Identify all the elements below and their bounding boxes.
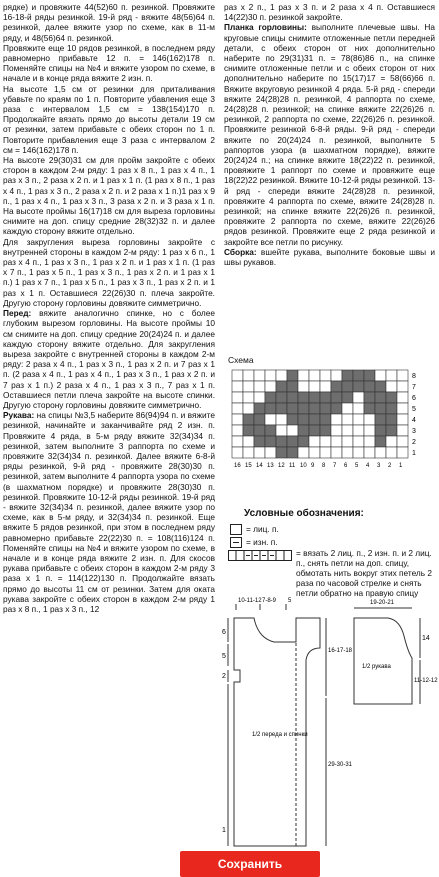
chart-cell-pattern (320, 392, 331, 403)
pattern-label: 16-17-18 (328, 648, 353, 654)
legend-title: Условные обозначения: (244, 508, 364, 519)
chart-cell-pattern (375, 414, 386, 425)
chart-row-number: 3 (412, 428, 416, 435)
chart-cell-knit (386, 436, 397, 447)
chart-col-number: 4 (366, 463, 370, 469)
chart-cell-knit (397, 425, 408, 436)
chart-cell-knit (265, 370, 276, 381)
paragraph-assembly (224, 247, 435, 267)
chart-cell-knit (265, 414, 276, 425)
chart-cell-pattern (287, 403, 298, 414)
section-heading-sleeves: Рукава: (3, 410, 35, 421)
chart-cell-pattern (331, 392, 342, 403)
chart-cell-pattern (254, 414, 265, 425)
chart-cell-knit (254, 447, 265, 458)
chart-cell-knit (320, 447, 331, 458)
chart-cell-pattern (364, 381, 375, 392)
pattern-label: 5 (222, 653, 226, 660)
chart-cell-pattern (276, 447, 287, 458)
chart-cell-pattern (298, 425, 309, 436)
paragraph: Для закругления выреза горловины закройте с внутренней стороны в каждом 2-м ряду: 1 раз x 6 п., 1 раз x 4 п., 1 раз x 3 п., 1 раз x 2 п. и 1 раз x 1 п. (1 раз x 7 п., 1 раз x 5 п., 1 раз x 3 п., 1 раз x 2 п. и 1 раз x 1 п.) 1 раз x 7 п., 1 раз x 5 п., 1 раз x 3 п., 1 раз x 2 п. и 1 раз x 1 п. Оставшиеся 22(26)30 п. плеча закройте. Другую сторону горловины довяжите симметрично. (3, 236, 215, 308)
chart-cell-pattern (331, 381, 342, 392)
chart-row-number: 4 (412, 417, 416, 424)
chart-cell-pattern (331, 403, 342, 414)
chart-cell-knit (353, 392, 364, 403)
chart-cell-knit (353, 414, 364, 425)
chart-cell-pattern (276, 381, 287, 392)
section-heading-neckband: Планка горловины: (224, 22, 307, 33)
chart-cell-knit (232, 403, 243, 414)
chart-cell-knit (364, 425, 375, 436)
chart-cell-knit (397, 381, 408, 392)
chart-cell-knit (353, 436, 364, 447)
chart-cell-knit (232, 381, 243, 392)
chart-cell-knit (331, 447, 342, 458)
chart-cell-knit (243, 447, 254, 458)
pattern-label: 6 (222, 629, 226, 636)
chart-cell-pattern (364, 392, 375, 403)
legend-text: = лиц. п. (246, 524, 279, 534)
chart-cell-knit (243, 392, 254, 403)
chart-cell-knit (232, 447, 243, 458)
chart-cell-knit (397, 447, 408, 458)
pattern-label: 10-11-12 (238, 598, 262, 604)
chart-cell-pattern (386, 414, 397, 425)
chart-col-number: 12 (278, 463, 285, 469)
chart-row-number: 2 (412, 439, 416, 446)
chart-cell-knit (397, 436, 408, 447)
purl-symbol-icon (230, 537, 242, 548)
pattern-label: 1 (222, 827, 226, 834)
chart-cell-knit (364, 436, 375, 447)
chart-col-number: 10 (300, 463, 307, 469)
chart-cell-pattern (243, 425, 254, 436)
chart-cell-knit (309, 381, 320, 392)
chart-col-number: 13 (267, 463, 274, 469)
chart-cell-pattern (254, 403, 265, 414)
chart-col-number: 15 (245, 463, 252, 469)
pattern-front-back (222, 596, 353, 858)
chart-cell-knit (386, 381, 397, 392)
chart-col-number: 3 (377, 463, 381, 469)
paragraph: На высоте 29(30)31 см для пройм закройте с обеих сторон в каждом 2-м ряду: 1 раз x 8 п., 1 раз x 4 п., 1 раз x 3 п., 2 раза x 2 п. и 1 раз x 1 п. (1 раз x 8 п., 1 раз x 4 п., 1 раз x 3 п., 2 раза x 2 п. и 2 раза x 1 п.)1 раз x 9 п., 1 раз x 4 п., 1 раз x 3 п., 3 раза x 2 п. и 3 раза x 1 п. На высоте проймы 16(17)18 см для выреза горловины снимите на доп. спицу средние 28(32)32 п. и далее каждую сторону вяжите отдельно. (3, 155, 215, 237)
chart-cell-pattern (375, 381, 386, 392)
chart-cell-pattern (386, 403, 397, 414)
chart-cell-pattern (320, 403, 331, 414)
chart-cell-knit (287, 425, 298, 436)
instructions-left-column (3, 2, 215, 614)
chart-cell-pattern (353, 381, 364, 392)
chart-cell-knit (243, 436, 254, 447)
chart-cell-knit (342, 414, 353, 425)
chart-col-number: 8 (322, 463, 326, 469)
chart-cell-knit (232, 436, 243, 447)
chart-cell-pattern (287, 447, 298, 458)
chart-cell-pattern (287, 370, 298, 381)
paragraph-front (3, 308, 215, 410)
chart-row-number: 1 (412, 450, 416, 457)
chart-cell-pattern (298, 414, 309, 425)
chart-cell-pattern (386, 392, 397, 403)
chart-cell-pattern (364, 403, 375, 414)
chart-cell-pattern (309, 403, 320, 414)
chart-cell-knit (309, 447, 320, 458)
chart-cell-pattern (243, 414, 254, 425)
chart-cell-pattern (287, 381, 298, 392)
chart-cell-knit (254, 392, 265, 403)
paragraph-text: выполните плечевые швы. На круговые спицы снимите отложенные петли передней детали, с обеих сторон от них дополнительно наберите по 29(31)31 п. = 78(86)86 п., на спинке снимите отложенные петли и с обеих сторон от них дополнительно наберите по 15(17)17 = 58(66)66 п. Вяжите вкруговую резинкой 4 ряда. 5-й ряд - спереди вяжите 24(28)28 п. резинкой, 4 раппорта по схеме, 24(28)28 п. резинкой; на спинке вяжите 22(26)26 п. резинкой, 2 раппорта по схеме, 22(26)26 п. резинкой. Провяжите резинкой 6-8-й ряды. 9-й ряд - спереди вяжите по 20(24)24 п. резинкой, выполните 5 раппортов узора (в шахматном порядке), вяжите 20(24)24 п.; на спинке вяжите 18(22)22 п. резинкой, провяжите 1 раппорт по схеме и провяжите еще 18(22)22 резинкой. Вяжите 10-12-й ряды резинкой. 13-й ряд - спереди вяжите 24(28)28 п. резинкой, провяжите 4 раппорта по схеме, вяжите 24(28)28 п. резинкой; на спинке вяжите 22(26)26 п. резинкой, провяжите 2 раппорта по схеме, вяжите 22(26)26 рядов резинкой. Провяжите еще 2 ряда резинкой и закройте все петли по рисунку. (224, 22, 436, 247)
chart-cell-pattern (265, 403, 276, 414)
chart-col-number: 14 (256, 463, 263, 469)
chart-cell-knit (353, 447, 364, 458)
pattern-label: 1/2 рукава (362, 664, 391, 670)
chart-cell-pattern (276, 436, 287, 447)
chart-col-number: 2 (388, 463, 392, 469)
chart-cell-knit (276, 370, 287, 381)
chart-col-number: 6 (344, 463, 348, 469)
chart-cell-knit (232, 425, 243, 436)
chart-cell-pattern (309, 414, 320, 425)
chart-cell-knit (276, 425, 287, 436)
chart-cell-knit (331, 436, 342, 447)
chart-cell-knit (342, 436, 353, 447)
pattern-sleeve (342, 596, 436, 728)
legend-text: = изн. п. (246, 537, 278, 547)
chart-cell-pattern (298, 403, 309, 414)
chart-cell-knit (232, 370, 243, 381)
chart-cell-pattern (320, 414, 331, 425)
chart-cell-pattern (254, 425, 265, 436)
save-button-label: Сохранить (217, 857, 283, 871)
pattern-label: 29-30-31 (328, 762, 353, 768)
chart-cell-knit (375, 447, 386, 458)
schema-title: Схема (228, 355, 254, 365)
chart-cell-knit (232, 392, 243, 403)
chart-cell-knit (265, 381, 276, 392)
chart-cell-knit (331, 414, 342, 425)
chart-cell-pattern (309, 392, 320, 403)
chart-cell-pattern (375, 436, 386, 447)
paragraph: раз x 2 п., 1 раз x 3 п. и 2 раза x 4 п. Оставшиеся 14(22)30 п. резинкой закройте. (224, 2, 435, 23)
chart-col-number: 5 (355, 463, 359, 469)
chart-cell-knit (320, 436, 331, 447)
chart-cell-knit (265, 447, 276, 458)
chart-cell-knit (375, 370, 386, 381)
knit-symbol-icon (230, 524, 242, 535)
chart-cell-knit (386, 370, 397, 381)
chart-col-number: 7 (333, 463, 337, 469)
chart-row-number: 8 (412, 373, 416, 380)
pattern-label: 14 (422, 635, 430, 642)
chart-cell-knit (254, 381, 265, 392)
chart-col-number: 1 (399, 463, 403, 469)
chart-cell-knit (243, 370, 254, 381)
chart-cell-knit (364, 414, 375, 425)
chart-cell-knit (342, 425, 353, 436)
section-heading-assembly: Сборка: (224, 246, 257, 257)
chart-cell-pattern (265, 425, 276, 436)
chart-cell-pattern (353, 370, 364, 381)
chart-cell-pattern (265, 392, 276, 403)
paragraph: Провяжите еще 10 рядов резинкой, в последнем ряду равномерно прибавьте 12 п. = 146(162)178 п. Поменяйте спицы на №4 и вяжите узором по схеме, в начале и в конце ряда вяжите 2 изн. п. (3, 42, 215, 84)
chart-cell-knit (386, 447, 397, 458)
chart-cell-knit (320, 370, 331, 381)
chart-cell-pattern (342, 370, 353, 381)
chart-cell-pattern (298, 436, 309, 447)
chart-cell-pattern (375, 403, 386, 414)
chart-cell-pattern (287, 436, 298, 447)
chart-col-number: 16 (234, 463, 241, 469)
paragraph: На высоте 1,5 см от резинки для приталивания убавьте по краям по 1 п. Повторите убавления еще 3 раза с интервалом 1,5 см = 138(154)170 п. Продолжайте вязать прямо до высоты детали 19 см от резинки, затем прибавьте с обеих сторон по 1 п. Повторите прибавления еще 3 раза с интервалом 2 см = 146(162)178 п. (3, 83, 215, 155)
chart-cell-knit (331, 425, 342, 436)
chart-cell-knit (342, 447, 353, 458)
chart-cell-knit (298, 381, 309, 392)
paragraph-text: на спицы №3,5 наберите 86(94)94 п. и вяжите резинкой, начинайте и заканчивайте ряд 2 изн. п. Провяжите 4 ряда, в 5-м ряду вяжите 32(34)34 п. резинкой, затем выполните 3 раппорта по схеме и провяжите 32(34)34 п. резинкой. Далее вяжите 6-8-й ряды резинкой, 9-й ряд - провяжите 28(30)30 п. резинкой, затем выполните 4 раппорта узора по схеме (в шахматном порядке) и провяжите 28(30)30 п. резинкой. Провяжите 10-12-й ряды резинкой. 19-й ряд - вяжите 32(34)34 п. резинкой, далее вяжите узор по схеме, как в 5-м ряду, и 32(34)34 п. резинкой. Еще вяжите 5 рядов резинкой, при этом в последнем ряду равномерно прибавьте 22(22)30 п. = 108(116)124 п. Поменяйте спицы на №4 и вяжите узором по схеме, в начале и в конце ряда вяжите 2 изн. п. Для скосов рукава прибавьте с обеих сторон в каждом 2-м ряду 3 раза x 1 п. = 114(122)130 п. Продолжайте вязать прямо до высоты 11 см от резинки. Затем для оката рукава закройте с обеих сторон в каждом 2-м ряду 1 раз x 8 п., 1 раз x 3 п., 12 (3, 410, 215, 614)
chart-cell-knit (331, 370, 342, 381)
chart-cell-knit (364, 447, 375, 458)
paragraph: рядке) и провяжите 44(52)60 п. резинкой. Провяжите 16-18-й ряды резинкой. 19-й ряд - вяжите 48(56)64 п. резинкой, далее вяжите узор по схеме, как в 11-м ряду, и 48(56)64 п. резинкой. (3, 2, 215, 43)
chart-row-number: 7 (412, 384, 416, 391)
paragraph-neckband (224, 22, 435, 246)
pattern-label: 2 (222, 673, 226, 680)
paragraph-sleeves (3, 410, 215, 614)
chart-cell-pattern (342, 381, 353, 392)
section-heading-front: Перед: (3, 308, 32, 319)
chart-cell-knit (298, 447, 309, 458)
chart-cell-knit (309, 370, 320, 381)
chart-cell-knit (397, 370, 408, 381)
chart-col-number: 11 (289, 463, 296, 469)
chart-cell-pattern (342, 392, 353, 403)
chart-cell-pattern (375, 392, 386, 403)
chart-col-number: 9 (311, 463, 315, 469)
chart-cell-pattern (254, 436, 265, 447)
chart-cell-pattern (287, 392, 298, 403)
chart-cell-pattern (276, 403, 287, 414)
paragraph-text: вяжите аналогично спинке, но с более глубоким вырезом горловины. На высоте проймы 10 см снимите на доп. спицу средние 20(24)24 п. и далее каждую сторону вяжите отдельно. Для закругления выреза закройте с внутренней стороны в каждом 2-м ряду: 2 раза x 4 п., 1 раз x 3 п., 1 раз x 2 п. и 7 раз x 1 п. (2 раза x 4 п., 1 раз x 4 п., 1 раз x 3 п., 1 раз x 2 п. и 7 раз x 1 п.) 2 раза x 4 п., 1 раз x 3 п., 7 раз x 1 п. Оставшиеся петли плеча закройте на высоте спинки. Другую сторону горловины довяжите симметрично. (3, 308, 215, 410)
chart-cell-knit (342, 403, 353, 414)
chart-cell-knit (254, 370, 265, 381)
chart-cell-pattern (265, 436, 276, 447)
chart-row-number: 6 (412, 395, 416, 402)
chart-cell-pattern (298, 392, 309, 403)
pattern-label: 5 (288, 598, 292, 604)
chart-cell-knit (353, 403, 364, 414)
chart-cell-pattern (276, 392, 287, 403)
pattern-label: 1/2 переда и спинки (252, 732, 308, 738)
knitting-chart (230, 368, 430, 480)
paragraph-text: вшейте рукава, выполните боковые швы и швы рукавов. (224, 246, 435, 268)
pattern-label: 7-8-9 (262, 598, 277, 604)
chart-cell-knit (397, 392, 408, 403)
chart-cell-knit (397, 403, 408, 414)
legend-text: = вязать 2 лиц. п., 2 изн. п. и 2 лиц. п., снять петли на доп. спицу, обмотать нить вокруг этих петель 2 раза по часовой стрелке и снять петли обратно на правую спицу (296, 548, 432, 598)
chart-cell-pattern (364, 370, 375, 381)
chart-cell-knit (298, 370, 309, 381)
chart-cell-pattern (309, 425, 320, 436)
chart-cell-knit (353, 425, 364, 436)
chart-cell-knit (243, 381, 254, 392)
chart-cell-pattern (287, 414, 298, 425)
chart-row-number: 5 (412, 406, 416, 413)
chart-cell-knit (320, 381, 331, 392)
chart-cell-knit (309, 436, 320, 447)
chart-cell-knit (232, 414, 243, 425)
instructions-right-column (224, 2, 435, 267)
chart-cell-knit (243, 403, 254, 414)
pattern-label: 19-20-21 (370, 600, 395, 606)
chart-cell-pattern (320, 425, 331, 436)
save-button[interactable] (180, 851, 320, 877)
chart-cell-knit (397, 414, 408, 425)
chart-cell-knit (276, 414, 287, 425)
chart-cell-pattern (375, 425, 386, 436)
pattern-label: 11-12-12 (414, 678, 438, 684)
chart-cell-pattern (386, 425, 397, 436)
